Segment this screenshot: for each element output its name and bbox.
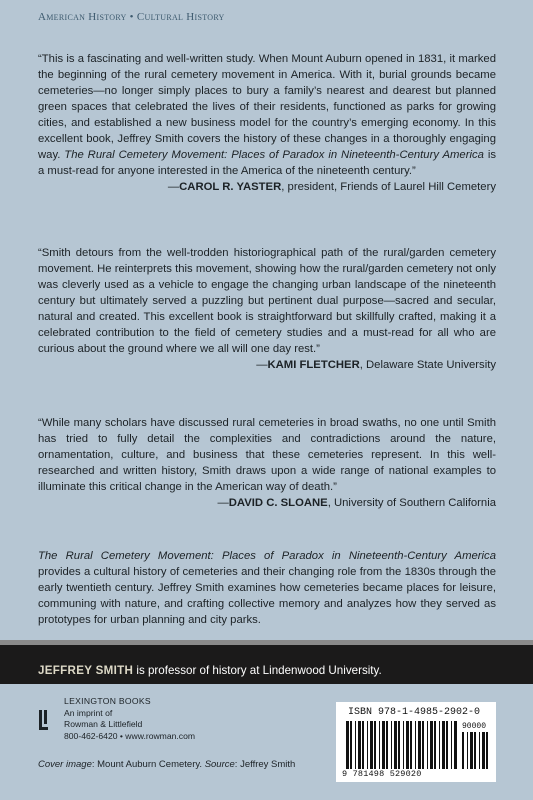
quote-2-reviewer-name: KAMI FLETCHER — [267, 359, 360, 371]
quote-3-reviewer-name: DAVID C. SLOANE — [228, 497, 328, 509]
price-code: 90000 — [462, 722, 487, 731]
quote-3-attribution — [38, 495, 496, 511]
quote-1-text-after: is a must-read for anyone interested in the America of the nineteenth century.” — [38, 149, 496, 177]
author-bar — [0, 640, 533, 684]
quote-1-attribution — [38, 179, 496, 195]
quote-1-reviewer-name: CAROL R. YASTER — [179, 181, 282, 193]
publisher-name: LEXINGTON BOOKS — [64, 696, 151, 706]
publisher-logo-icon — [36, 706, 50, 734]
publisher-line-1: An imprint of — [64, 707, 113, 718]
description-text: provides a cultural history of cemeteries and their changing role from the 1830s through the early twentieth century. Jeffrey Smith examines how cemeteries became places for leisure, communing with nature, and crafting collective memory and analyzes how they served as prototypes for urban planning and city parks. — [38, 566, 496, 626]
quote-1-book-title: The Rural Cemetery Movement: Places of Paradox in Nineteenth-Century America — [64, 149, 484, 161]
publisher-info — [64, 696, 195, 742]
isbn-barcode — [336, 702, 496, 782]
quote-1-dash: — — [167, 181, 180, 193]
review-quote-1 — [38, 51, 496, 195]
quote-1-affiliation: , president, Friends of Laurel Hill Cemetery — [281, 181, 496, 193]
description-book-title: The Rural Cemetery Movement: Places of Paradox in Nineteenth-Century America — [38, 550, 496, 562]
quote-3-dash: — — [217, 497, 229, 509]
cover-credit-label: Cover image — [38, 759, 92, 770]
quote-2-dash: — — [256, 359, 268, 371]
quote-2-affiliation: , Delaware State University — [359, 359, 496, 371]
barcode-digits: 9 781498 529020 — [342, 769, 422, 779]
review-quote-3 — [38, 415, 496, 511]
author-bio — [38, 664, 382, 677]
category-label: American History • Cultural History — [38, 11, 225, 23]
cover-credit — [38, 759, 295, 770]
quote-3-text: “While many scholars have discussed rural cemeteries in broad swaths, no one until Smith has tried to fully detail the complexities and contradictions around the nature, ornamentation, culture, and business that these cemeteries represent. In this well-researched and written history, Smith draws upon a wide range of national examples to illuminate this critical change in the American way of death.” — [38, 417, 496, 493]
quote-1-text-before: “This is a fascinating and well-written study. When Mount Auburn opened in 1831, it marked the beginning of the rural cemetery movement in America. With it, burial grounds became cemeteries—no longer simply places to bury a family’s nearest and dearest but planned green spaces that celebrated the lives of their residents, functioned as parks for growing cities, and established a new business model for the country’s emerging economy. In this excellent book, Jeffrey Smith covers the history of these changes in a thoroughly engaging way. — [38, 53, 496, 161]
book-description — [38, 548, 496, 628]
quote-2-text: “Smith detours from the well-trodden historiographical path of the rural/garden cemetery movement. He reinterprets this movement, showing how the rural/garden cemetery not only was cleverly used as a vehicle to engage the changing urban landscape of the nineteenth century but ultimately served a puzzling but pertinent dual purpose—sacred and secular, natural and created. This excellent book is straightforward but skillfully crafted, making it a celebrated contribution to the field of cemetery studies and a must-read for all who are curious about the ground where we all will one day rest.” — [38, 247, 496, 355]
author-name: JEFFREY SMITH — [38, 664, 134, 677]
publisher-contact: 800-462-6420 • www.rowman.com — [64, 730, 196, 741]
publisher-line-2: Rowman & Littlefield — [64, 719, 143, 729]
author-bio-text: is professor of history at Lindenwood University. — [133, 664, 382, 677]
source-text: : Jeffrey Smith — [234, 759, 296, 770]
source-label: Source — [204, 759, 235, 770]
barcode-bars-icon — [346, 721, 458, 769]
isbn-number: ISBN 978-1-4985-2902-0 — [348, 707, 481, 718]
review-quote-2 — [38, 245, 496, 373]
cover-credit-text: : Mount Auburn Cemetery. — [91, 759, 205, 770]
quote-3-affiliation: , University of Southern California — [327, 497, 496, 509]
price-barcode-bars-icon — [462, 732, 490, 769]
quote-2-attribution — [38, 357, 496, 373]
